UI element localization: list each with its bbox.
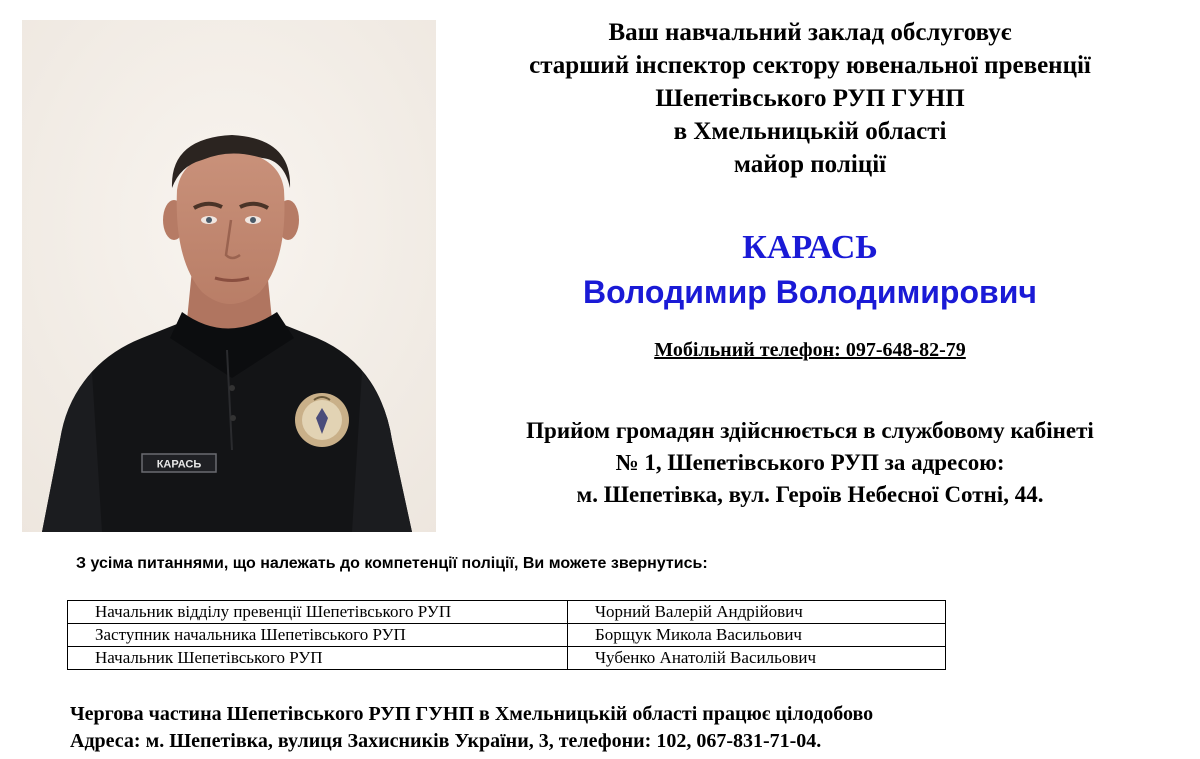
position-line: Шепетівського РУП ГУНП	[655, 85, 965, 112]
footer-line: Чергова частина Шепетівського РУП ГУНП в Хмельницькій області працює цілодобово	[70, 703, 874, 725]
officer-name	[470, 226, 1150, 314]
contact-title: Заступник начальника Шепетівського РУП	[68, 624, 568, 647]
contacts-table	[67, 600, 946, 670]
contact-name: Чубенко Анатолій Васильович	[568, 647, 946, 670]
phone-number[interactable]: : 097-648-82-79	[834, 339, 966, 361]
police-badge-icon	[295, 393, 349, 447]
name-tape	[142, 454, 216, 472]
officer-first-patronymic: Володимир Володимирович	[583, 274, 1037, 310]
officer-surname: КАРАСЬ	[742, 229, 878, 266]
reception-info	[470, 415, 1150, 511]
contact-title: Начальник відділу превенції Шепетівського РУП	[68, 601, 568, 624]
phone-label: Мобільний телефон	[654, 339, 835, 361]
contacts-intro: З усіма питаннями, що належать до компетенції поліції, Ви можете звернутись:	[76, 555, 708, 572]
footer-line: Адреса: м. Шепетівка, вулиця Захисників України, 3, телефони: 102, 067-831-71-04.	[70, 730, 822, 752]
position-line: Ваш навчальний заклад обслуговує	[608, 19, 1012, 46]
contact-title: Начальник Шепетівського РУП	[68, 647, 568, 670]
name-tape-text: КАРАСЬ	[156, 458, 202, 471]
table-row	[68, 647, 946, 670]
officer-phone	[470, 337, 1150, 363]
table-row	[68, 624, 946, 647]
officer-position	[470, 16, 1150, 181]
reception-line: № 1, Шепетівського РУП за адресою:	[615, 450, 1005, 475]
contact-name: Борщук Микола Васильович	[568, 624, 946, 647]
duty-unit-footer	[70, 701, 873, 755]
position-line: майор поліції	[733, 151, 887, 178]
position-line: в Хмельницькій області	[673, 118, 947, 145]
officer-photo	[22, 20, 436, 532]
position-line: старший інспектор сектору ювенальної превенції	[529, 52, 1091, 79]
reception-line: Прийом громадян здійснюється в службовому кабінеті	[526, 418, 1094, 443]
reception-line: м. Шепетівка, вул. Героїв Небесної Сотні, 44.	[576, 482, 1044, 507]
table-row	[68, 601, 946, 624]
contact-name: Чорний Валерій Андрійович	[568, 601, 946, 624]
